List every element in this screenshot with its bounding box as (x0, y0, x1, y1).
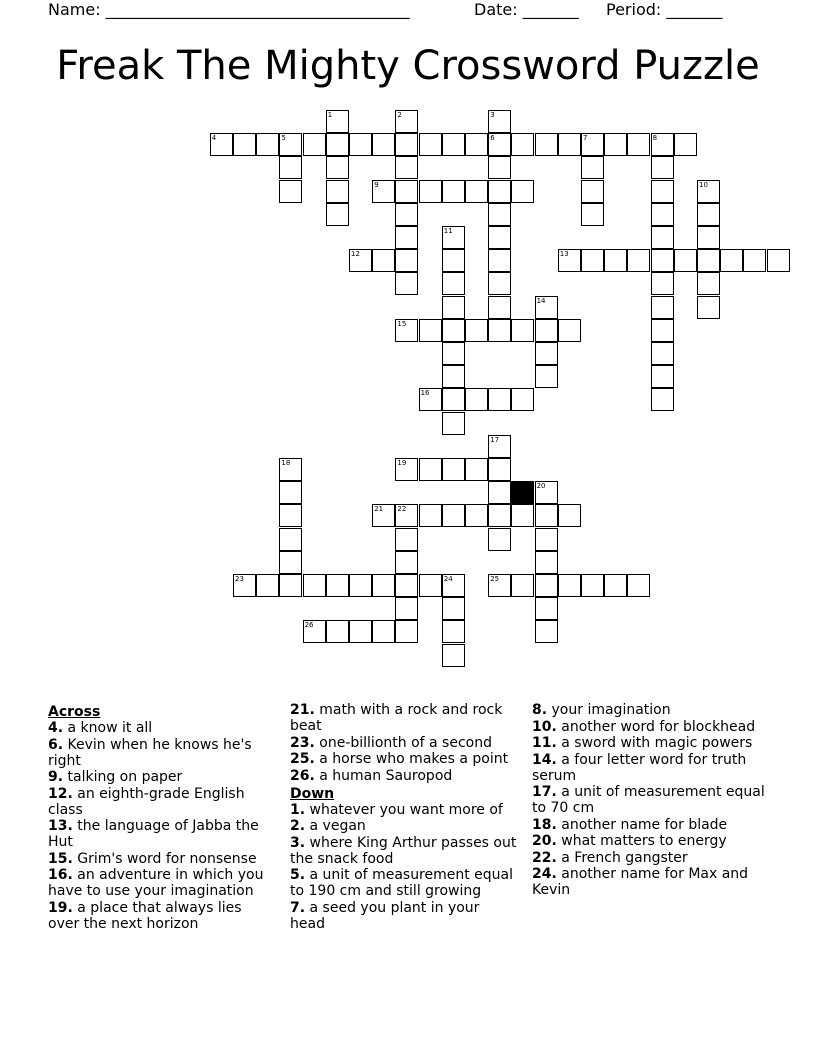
grid-cell[interactable] (488, 226, 511, 249)
clue-down (532, 866, 768, 898)
grid-cell[interactable] (535, 133, 558, 156)
grid-cell[interactable] (326, 620, 349, 643)
clue-text: the language of Jabba the Hut (48, 818, 259, 850)
clue-number: 19 (397, 459, 407, 467)
clue-number-label: 15. (48, 850, 73, 867)
clue-across (48, 769, 274, 785)
date-field[interactable]: Date: _______ (474, 0, 579, 19)
grid-cell[interactable] (395, 458, 418, 481)
grid-cell[interactable] (326, 574, 349, 597)
grid-cell[interactable] (488, 203, 511, 226)
clue-number: 18 (281, 459, 291, 467)
down-heading: Down (290, 785, 335, 802)
grid-cell[interactable] (395, 180, 418, 203)
clue-number-label: 22. (532, 849, 557, 866)
clue-number: 13 (559, 250, 569, 259)
clue-number: 16 (420, 389, 430, 398)
grid-cell[interactable] (419, 574, 442, 597)
grid-cell[interactable] (326, 110, 349, 133)
grid-cell[interactable] (535, 620, 558, 643)
grid-cell[interactable] (651, 319, 674, 342)
clue-text: an eighth-grade English class (48, 785, 245, 818)
clue-down (532, 850, 768, 866)
clue-number-label: 21. (290, 702, 315, 718)
clue-text: another word for blockhead (561, 718, 756, 735)
grid-cell[interactable] (697, 296, 720, 319)
clue-number: 9 (374, 180, 379, 189)
grid-cell[interactable] (581, 203, 604, 226)
clue-number-label: 25. (290, 751, 315, 767)
grid-cell[interactable] (651, 342, 674, 365)
grid-cell[interactable] (604, 249, 627, 272)
grid-cell[interactable] (442, 342, 465, 365)
clue-number-label: 10. (532, 718, 557, 735)
clue-number: 23 (235, 575, 244, 583)
grid-cell[interactable] (279, 133, 302, 156)
grid-cell[interactable] (465, 458, 488, 481)
grid-cell[interactable] (535, 597, 558, 620)
grid-cell[interactable] (627, 133, 650, 156)
grid-cell[interactable] (651, 203, 674, 226)
clue-text: a horse who makes a point (319, 751, 509, 767)
grid-cell[interactable] (511, 319, 534, 342)
clue-number-label: 23. (290, 734, 315, 751)
grid-cell[interactable] (581, 133, 604, 156)
clue-number-label: 8. (532, 702, 548, 718)
grid-cell[interactable] (233, 574, 256, 597)
clues-column-3 (532, 702, 768, 899)
clue-number: 24 (443, 575, 453, 583)
grid-cell[interactable] (488, 180, 511, 203)
clue-across (290, 702, 518, 734)
clue-number-label: 26. (290, 767, 315, 784)
grid-cell[interactable] (558, 133, 581, 156)
clue-number-label: 3. (290, 834, 306, 851)
clue-text: a unit of measurement equal to 190 cm and still growing (290, 867, 514, 899)
grid-cell[interactable] (604, 133, 627, 156)
grid-cell[interactable] (326, 203, 349, 226)
clue-across (48, 867, 274, 899)
grid-cell[interactable] (488, 319, 511, 342)
clue-text: a French gangster (561, 849, 688, 866)
grid-cell[interactable] (395, 156, 418, 179)
grid-cell[interactable] (326, 133, 349, 156)
grid-cell[interactable] (720, 249, 743, 272)
grid-cell[interactable] (303, 574, 326, 597)
grid-cell[interactable] (674, 133, 697, 156)
grid-cell[interactable] (395, 272, 418, 295)
grid-cell[interactable] (279, 574, 302, 597)
grid-cell[interactable] (279, 458, 302, 481)
grid-cell[interactable] (488, 458, 511, 481)
grid-cell[interactable] (558, 319, 581, 342)
grid-cell[interactable] (279, 156, 302, 179)
clue-across (48, 900, 274, 932)
grid-cell[interactable] (581, 249, 604, 272)
clue-text: a unit of measurement equal to 70 cm (532, 784, 765, 816)
grid-cell[interactable] (535, 504, 558, 527)
clue-number: 1 (327, 111, 333, 119)
grid-cell[interactable] (511, 180, 534, 203)
grid-cell[interactable] (279, 180, 302, 203)
grid-cell[interactable] (395, 133, 418, 156)
grid-cell[interactable] (697, 249, 720, 272)
clue-number-label: 16. (48, 867, 73, 883)
grid-cell[interactable] (303, 133, 326, 156)
clue-across (48, 786, 274, 818)
grid-cell[interactable] (372, 180, 395, 203)
grid-cell[interactable] (535, 528, 558, 551)
grid-cell[interactable] (442, 365, 465, 388)
clue-number: 3 (490, 111, 495, 119)
clue-down (532, 817, 768, 833)
clue-number-label: 11. (532, 735, 557, 751)
clue-down (290, 818, 518, 834)
grid-cell[interactable] (511, 388, 534, 411)
clue-number-label: 13. (48, 818, 73, 834)
grid-cell[interactable] (511, 574, 534, 597)
clues-column-1 (48, 702, 274, 932)
grid-cell[interactable] (488, 574, 511, 597)
clue-text: a human Sauropod (319, 767, 453, 784)
clue-number-label: 2. (290, 818, 306, 834)
grid-cell[interactable] (743, 249, 766, 272)
clue-number-label: 24. (532, 866, 557, 882)
grid-cell[interactable] (767, 249, 790, 272)
grid-cell[interactable] (651, 388, 674, 411)
grid-cell[interactable] (442, 226, 465, 249)
grid-cell[interactable] (419, 504, 442, 527)
grid-cell[interactable] (395, 110, 418, 133)
clue-number-label: 12. (48, 785, 73, 802)
grid-cell[interactable] (535, 551, 558, 574)
grid-cell[interactable] (349, 574, 372, 597)
grid-cell[interactable] (558, 249, 581, 272)
page-title: Freak The Mighty Crossword Puzzle (56, 43, 760, 89)
grid-cell[interactable] (442, 249, 465, 272)
grid-cell[interactable] (535, 365, 558, 388)
grid-cell[interactable] (442, 180, 465, 203)
grid-cell[interactable] (581, 574, 604, 597)
grid-cell[interactable] (465, 504, 488, 527)
clue-text: a four letter word for truth serum (532, 751, 747, 784)
grid-cell[interactable] (442, 620, 465, 643)
grid-cell[interactable] (442, 644, 465, 667)
clue-text: Grim's word for nonsense (77, 850, 257, 867)
clue-number-label: 18. (532, 816, 557, 833)
grid-cell[interactable] (442, 458, 465, 481)
clue-number: 20 (536, 482, 546, 491)
grid-cell[interactable] (697, 226, 720, 249)
clue-across (290, 768, 518, 784)
grid-cell[interactable] (488, 133, 511, 156)
grid-cell[interactable] (697, 180, 720, 203)
clue-down (290, 900, 518, 932)
grid-cell[interactable] (604, 574, 627, 597)
grid-cell[interactable] (419, 133, 442, 156)
grid-cell[interactable] (442, 296, 465, 319)
clue-text: one-billionth of a second (319, 734, 492, 751)
clue-number-label: 4. (48, 720, 64, 736)
grid-cell[interactable] (326, 180, 349, 203)
clue-number: 8 (652, 134, 658, 143)
clue-text: a sword with magic powers (561, 735, 753, 751)
grid-cell[interactable] (442, 319, 465, 342)
grid-cell[interactable] (488, 481, 511, 504)
grid-cell[interactable] (210, 133, 233, 156)
period-field[interactable]: Period: _______ (606, 0, 723, 19)
grid-cell[interactable] (395, 551, 418, 574)
grid-cell[interactable] (465, 319, 488, 342)
across-heading: Across (48, 704, 101, 720)
clue-number-label: 9. (48, 769, 64, 785)
clue-number-label: 1. (290, 801, 306, 818)
grid-cell[interactable] (465, 388, 488, 411)
clue-text: what matters to energy (561, 833, 727, 849)
grid-cell[interactable] (558, 504, 581, 527)
grid-cell[interactable] (372, 620, 395, 643)
grid-cell[interactable] (279, 528, 302, 551)
grid-cell[interactable] (465, 133, 488, 156)
clues-column-2 (290, 702, 518, 932)
grid-cell[interactable] (372, 249, 395, 272)
grid-cell[interactable] (535, 574, 558, 597)
grid-cell[interactable] (442, 574, 465, 597)
grid-cell[interactable] (651, 249, 674, 272)
grid-cell[interactable] (349, 249, 372, 272)
grid-cell[interactable] (535, 342, 558, 365)
grid-cell[interactable] (651, 296, 674, 319)
grid-cell[interactable] (395, 319, 418, 342)
clue-down (532, 833, 768, 849)
grid-cell[interactable] (442, 412, 465, 435)
clue-down (290, 867, 518, 899)
clue-number: 25 (490, 575, 500, 583)
blocked-cell (511, 481, 534, 504)
clue-number: 10 (699, 180, 708, 189)
clue-across (290, 735, 518, 751)
grid-cell[interactable] (488, 272, 511, 295)
grid-cell[interactable] (535, 296, 558, 319)
clue-number: 5 (281, 134, 286, 143)
grid-cell[interactable] (372, 133, 395, 156)
clue-number: 26 (304, 621, 314, 630)
clue-number-label: 20. (532, 833, 557, 849)
clue-number: 15 (397, 319, 407, 328)
grid-cell[interactable] (697, 203, 720, 226)
grid-cell[interactable] (349, 620, 372, 643)
clue-down (532, 784, 768, 816)
grid-cell[interactable] (511, 504, 534, 527)
grid-cell[interactable] (488, 435, 511, 458)
grid-cell[interactable] (279, 551, 302, 574)
clue-text: where King Arthur passes out the snack food (290, 834, 517, 867)
grid-cell[interactable] (279, 481, 302, 504)
grid-cell[interactable] (442, 133, 465, 156)
grid-cell[interactable] (395, 528, 418, 551)
grid-cell[interactable] (279, 504, 302, 527)
grid-cell[interactable] (627, 249, 650, 272)
grid-cell[interactable] (558, 574, 581, 597)
clue-text: a place that always lies over the next horizon (48, 899, 242, 932)
grid-cell[interactable] (395, 226, 418, 249)
clue-down (532, 702, 768, 718)
grid-cell[interactable] (581, 180, 604, 203)
grid-cell[interactable] (256, 133, 279, 156)
clue-number: 11 (443, 227, 453, 235)
clue-number: 17 (490, 435, 500, 444)
grid-cell[interactable] (395, 249, 418, 272)
grid-cell[interactable] (488, 249, 511, 272)
clue-text: talking on paper (67, 769, 183, 785)
grid-cell[interactable] (697, 272, 720, 295)
clue-across (48, 720, 274, 736)
grid-cell[interactable] (395, 620, 418, 643)
clue-down (532, 752, 768, 784)
clue-down (290, 835, 518, 867)
grid-cell[interactable] (395, 203, 418, 226)
clue-number-label: 6. (48, 736, 64, 753)
clue-number: 6 (490, 134, 495, 143)
grid-cell[interactable] (651, 365, 674, 388)
clue-number-label: 14. (532, 751, 557, 768)
grid-cell[interactable] (256, 574, 279, 597)
clue-down (532, 719, 768, 735)
grid-cell[interactable] (465, 180, 488, 203)
grid-cell[interactable] (651, 272, 674, 295)
clue-across (48, 851, 274, 867)
grid-cell[interactable] (372, 574, 395, 597)
clue-number-label: 19. (48, 899, 73, 916)
grid-cell[interactable] (395, 574, 418, 597)
clue-text: whatever you want more of (309, 801, 503, 818)
clue-across (48, 737, 274, 769)
grid-cell[interactable] (488, 110, 511, 133)
clue-number: 2 (397, 111, 402, 119)
grid-cell[interactable] (442, 504, 465, 527)
grid-cell[interactable] (535, 319, 558, 342)
grid-cell[interactable] (303, 620, 326, 643)
grid-cell[interactable] (349, 133, 372, 156)
clue-across (48, 818, 274, 850)
clue-number: 12 (351, 250, 360, 259)
clue-number-label: 17. (532, 784, 557, 800)
clue-text: another name for blade (561, 816, 728, 833)
clue-text: a seed you plant in your head (290, 899, 480, 932)
clue-text: a vegan (309, 818, 366, 834)
grid-cell[interactable] (442, 388, 465, 411)
grid-cell[interactable] (442, 597, 465, 620)
grid-cell[interactable] (488, 296, 511, 319)
grid-cell[interactable] (488, 528, 511, 551)
grid-cell[interactable] (419, 458, 442, 481)
grid-cell[interactable] (535, 481, 558, 504)
grid-cell[interactable] (419, 180, 442, 203)
grid-cell[interactable] (419, 319, 442, 342)
grid-cell[interactable] (395, 504, 418, 527)
grid-cell[interactable] (488, 504, 511, 527)
clue-across (290, 751, 518, 767)
grid-cell[interactable] (627, 574, 650, 597)
clue-number-label: 7. (290, 899, 306, 916)
grid-cell[interactable] (651, 226, 674, 249)
grid-cell[interactable] (651, 133, 674, 156)
clue-number: 22 (397, 505, 407, 514)
grid-cell[interactable] (511, 133, 534, 156)
name-field[interactable]: Name: ______________________________________ (48, 0, 410, 19)
clue-number-label: 5. (290, 867, 306, 883)
grid-cell[interactable] (442, 272, 465, 295)
clue-down (290, 802, 518, 818)
grid-cell[interactable] (651, 180, 674, 203)
clue-down (532, 735, 768, 751)
clue-text: Kevin when he knows he's right (48, 736, 252, 769)
clue-number: 4 (211, 134, 217, 143)
grid-cell[interactable] (674, 249, 697, 272)
clue-text: an adventure in which you have to use your imagination (48, 867, 264, 899)
grid-cell[interactable] (395, 597, 418, 620)
grid-cell[interactable] (581, 156, 604, 179)
grid-cell[interactable] (651, 156, 674, 179)
clue-number: 21 (374, 505, 384, 514)
clue-text: math with a rock and rock beat (290, 702, 503, 734)
grid-cell[interactable] (488, 388, 511, 411)
grid-cell[interactable] (372, 504, 395, 527)
grid-cell[interactable] (488, 156, 511, 179)
clue-number: 14 (536, 296, 546, 305)
clue-text: your imagination (551, 702, 671, 718)
grid-cell[interactable] (326, 156, 349, 179)
clue-text: a know it all (67, 720, 153, 736)
grid-cell[interactable] (419, 388, 442, 411)
grid-cell[interactable] (233, 133, 256, 156)
clue-number: 7 (583, 134, 588, 143)
clue-text: another name for Max and Kevin (532, 866, 749, 898)
